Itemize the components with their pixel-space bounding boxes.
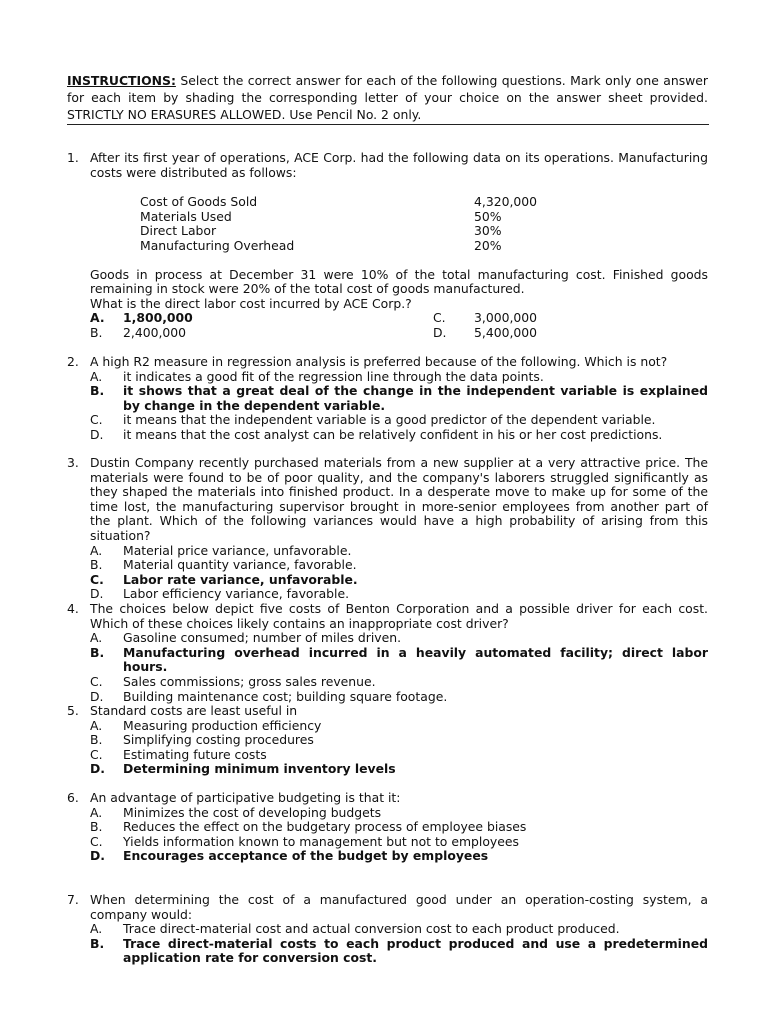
option-letter: A. [90,717,103,733]
option-text: it shows that a great deal of the change in the independent variable is explained by change in the dependent variable. [123,383,708,413]
option-text: Determining minimum inventory levels [123,761,396,777]
question-7 [67,893,708,966]
option-text: Estimating future costs [123,746,267,762]
option-letter: D. [90,688,104,704]
option-c [90,835,708,850]
question-text: After its first year of operations, ACE Corp. had the following data on its operations. Manufacturing costs were distributed as follows: [90,150,708,180]
instructions-body: Select the correct answer for each of the following questions. Mark only one answer for each item by shading the corresponding letter of your choice on the answer sheet provided. STRICTLY NO ERASURES ALLOWED. Use Pencil No. 2 only. [67,73,708,122]
option-text: Building maintenance cost; building square footage. [123,688,448,704]
option-letter: B. [90,935,105,951]
option-b [90,384,708,413]
option-row [67,311,708,326]
option-row [67,326,708,341]
option-letter: B. [90,557,103,573]
option-text: Material quantity variance, favorable. [123,557,357,573]
option-a [90,370,708,385]
data-value: 30% [474,223,502,239]
option-letter: B. [90,324,103,340]
question-text: When determining the cost of a manufactured good under an operation-costing system, a company would: [90,892,708,922]
question-text: A high R2 measure in regression analysis is preferred because of the following. Which is not? [90,354,668,369]
option-text: it means that the cost analyst can be relatively confident in his or her cost predictions. [123,426,663,442]
option-letter: C. [433,310,446,326]
question-prompt: What is the direct labor cost incurred by ACE Corp.? [90,295,412,311]
option-letter: C. [90,412,103,428]
question-4 [67,602,708,704]
question-text: The choices below depict five costs of Benton Corporation and a possible driver for each cost. Which of these choices likely contains an inappropriate cost driver? [90,601,708,631]
data-label: Direct Labor [140,223,217,239]
option-b [90,820,708,835]
option-b [90,733,708,748]
option-a [90,922,708,937]
data-row [67,224,708,239]
data-row [67,210,708,225]
question-number: 1. [67,150,79,165]
question-number: 7. [67,892,79,907]
question-text: Standard costs are least useful in [90,703,298,718]
option-letter: A. [90,368,103,384]
option-b [90,937,708,966]
option-letter: D. [90,761,105,777]
option-text: Trace direct-material costs to each product produced and use a predetermined application rate for conversion cost. [123,935,708,966]
question-5 [67,704,708,777]
option-letter: B. [90,644,105,660]
data-row [67,195,708,210]
option-letter: B. [90,732,103,748]
option-text: Trace direct-material cost and actual conversion cost to each product produced. [123,921,620,937]
data-row [67,239,708,254]
option-text: Encourages acceptance of the budget by employees [123,848,489,864]
instructions [67,72,708,123]
option-text: 2,400,000 [123,324,187,340]
option-letter: D. [90,426,104,442]
question-text: An advantage of participative budgeting is that it: [90,790,401,805]
option-b [90,646,708,675]
option-letter: C. [90,673,103,689]
divider-line [67,124,709,125]
option-text: Minimizes the cost of developing budgets [123,804,382,820]
option-letter: C. [90,833,103,849]
question-text-2: Goods in process at December 31 were 10% of the total manufacturing cost. Finished goods remaining in stock were 20% of the total cost of goods manufactured. [90,266,708,297]
question-2 [67,355,708,443]
option-text: Simplifying costing procedures [123,732,314,748]
option-letter: A. [90,921,103,937]
option-letter: D. [90,586,104,602]
option-letter: D. [433,324,447,340]
option-letter: B. [90,819,103,835]
option-c [90,573,708,588]
option-letter: A. [90,804,103,820]
question-3 [67,456,708,602]
option-letter: D. [90,848,105,864]
question-number: 3. [67,455,79,470]
option-d [90,428,708,443]
option-text: Reduces the effect on the budgetary process of employee biases [123,819,527,835]
option-text: Manufacturing overhead incurred in a heavily automated facility; direct labor hours. [123,644,708,675]
option-letter: C. [90,571,104,587]
data-label: Materials Used [140,208,232,224]
data-label: Cost of Goods Sold [140,194,258,210]
question-number: 2. [67,354,79,369]
option-letter: A. [90,630,103,646]
option-text: Sales commissions; gross sales revenue. [123,673,376,689]
option-d [90,762,708,777]
option-text: Labor efficiency variance, favorable. [123,586,350,602]
data-value: 50% [474,208,502,224]
option-a [90,719,708,734]
question-6 [67,791,708,864]
option-letter: C. [90,746,103,762]
option-text: Labor rate variance, unfavorable. [123,571,358,587]
option-d [90,849,708,864]
option-text: Material price variance, unfavorable. [123,542,352,558]
option-text: it means that the independent variable is a good predictor of the dependent variable. [123,412,656,428]
option-text: it indicates a good fit of the regression line through the data points. [123,368,544,384]
option-text: Measuring production efficiency [123,717,322,733]
option-text: Gasoline consumed; number of miles driven. [123,630,402,646]
data-value: 4,320,000 [474,194,538,210]
option-letter: A. [90,310,105,326]
data-label: Manufacturing Overhead [140,237,295,253]
instructions-lead: INSTRUCTIONS: [67,73,176,88]
option-a [90,806,708,821]
option-text: 5,400,000 [474,324,538,340]
question-number: 5. [67,703,79,718]
option-a [90,544,708,559]
option-d [90,690,708,705]
question-number: 4. [67,601,79,616]
option-c [90,748,708,763]
option-d [90,587,708,602]
option-text: Yields information known to management but not to employees [123,833,519,849]
data-value: 20% [474,237,502,253]
option-text: 1,800,000 [123,310,193,326]
option-letter: A. [90,542,103,558]
option-text: 3,000,000 [474,310,538,326]
question-1 [67,151,708,341]
option-a [90,631,708,646]
option-c [90,413,708,428]
question-text: Dustin Company recently purchased materials from a new supplier at a very attractive price. The materials were found to be of poor quality, and the company's laborers struggled significantly as they shaped the materials into finished product. In a desperate move to make up for some of the time lost, the manufacturing supervisor brought in more-senior employees from another part of the plant. Which of the following variances would have a high probability of arising from this situation? [90,455,708,543]
option-letter: B. [90,383,105,399]
option-c [90,675,708,690]
question-number: 6. [67,790,79,805]
option-b [90,558,708,573]
